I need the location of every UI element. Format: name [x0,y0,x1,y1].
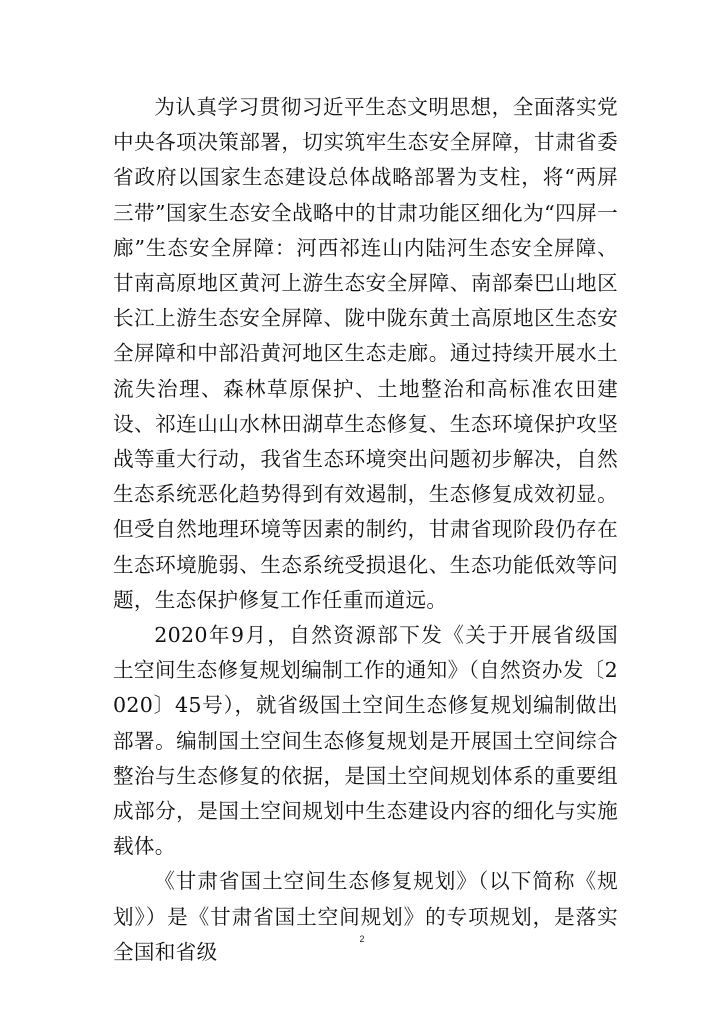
paragraph-1: 为认真学习贯彻习近平生态文明思想，全面落实党中央各项决策部署，切实筑牢生态安全屏障，甘肃省委省政府以国家生态建设总体战略部署为支柱，将“两屏三带”国家生态安全战略中的甘肃功能区细化为“四屏一廊”生态安全屏障：河西祁连山内陆河生态安全屏障、甘南高原地区黄河上游生态安全屏障、南部秦巴山地区长江上游生态安全屏障、陇中陇东黄土高原地区生态安全屏障和中部沿黄河地区生态走廊。通过持续开展水土流失治理、森林草原保护、土地整治和高标准农田建设、祁连山山水林田湖草生态修复、生态环境保护攻坚战等重大行动，我省生态环境突出问题初步解决，自然生态系统恶化趋势得到有效遏制，生态修复成效初显。但受自然地理环境等因素的制约，甘肃省现阶段仍存在生态环境脆弱、生态系统受损退化、生态功能低效等问题，生态保护修复工作任重而道远。 [113,95,618,612]
paragraph-3: 《甘肃省国土空间生态修复规划》（以下简称《规划》）是《甘肃省国土空间规划》的专项规划，是落实全国和省级 [113,869,618,964]
body-text [113,90,618,970]
paragraph-2: 2020年9月，自然资源部下发《关于开展省级国土空间生态修复规划编制工作的通知》（自然资办发〔2020〕45号），就省级国土空间生态修复规划编制做出部署。编制国土空间生态修复规划是开展国土空间综合整治与生态修复的依据，是国土空间规划体系的重要组成部分，是国土空间规划中生态建设内容的细化与实施载体。 [113,623,618,859]
page-number: 2 [359,934,365,944]
